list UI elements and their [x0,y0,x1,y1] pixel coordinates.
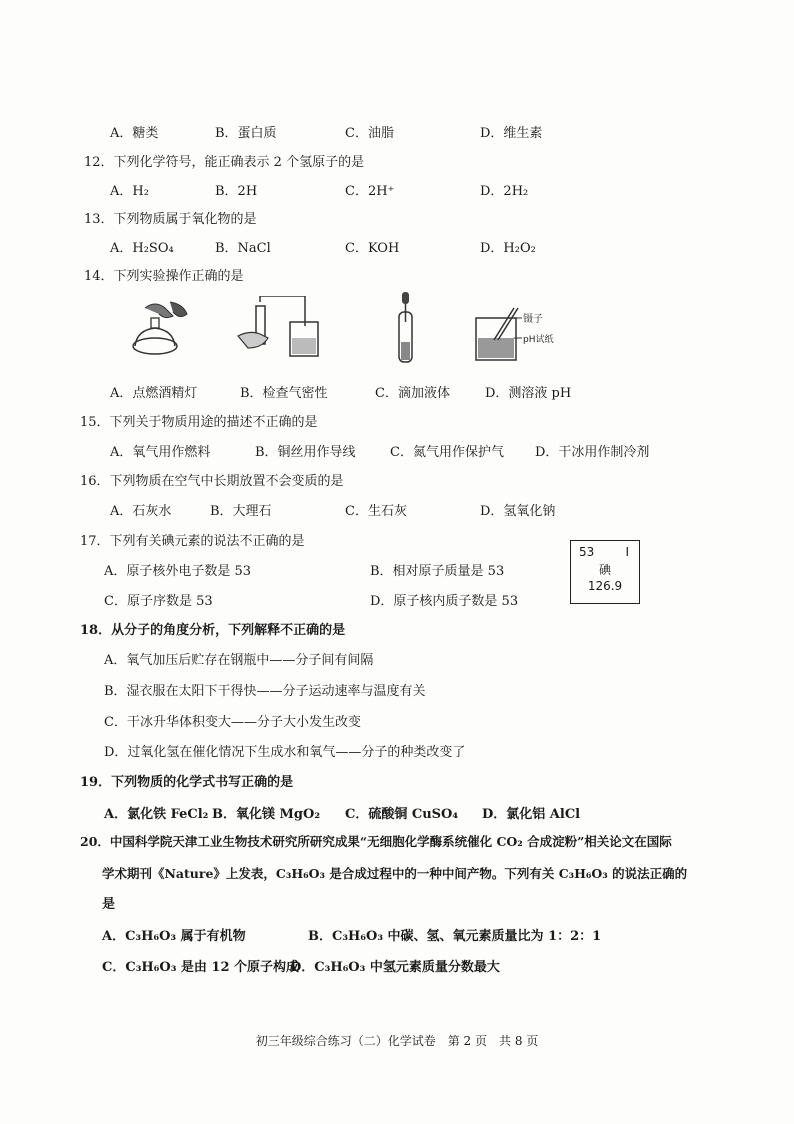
q20-stem-line2: 学术期刊《Nature》上发表，C₃H₆O₃ 是合成过程中的一种中间产物。下列有关 C₃H₆O₃ 的说法正确的 [102,866,688,881]
q20-option-b: B．C₃H₆O₃ 中碳、氢、氧元素质量比为 1：2：1 [308,929,602,944]
q12-option-c: C．2H⁺ [345,184,395,199]
page-footer: 初三年级综合练习（二）化学试卷 第 2 页 共 8 页 [255,1034,539,1048]
q18-option-d: D．过氧化氢在催化情况下生成水和氧气——分子的种类改变了 [104,745,466,760]
q13-option-c: C．KOH [345,241,400,256]
q15-option-a: A．氧气用作燃料 [110,445,211,460]
q12-stem: 12．下列化学符号，能正确表示 2 个氢原子的是 [84,155,365,170]
element-symbol: I [625,545,629,559]
q11-option-c: C．油脂 [345,126,394,141]
q18-option-c: C．干冰升华体积变大——分子大小发生改变 [104,715,361,730]
q18-stem: 18．从分子的角度分析，下列解释不正确的是 [80,623,346,638]
q15-option-d: D．干冰用作制冷剂 [535,445,650,460]
q17-option-a: A．原子核外电子数是 53 [104,564,252,579]
ph-test-figure [470,300,590,366]
q16-stem: 16．下列物质在空气中长期放置不会变质的是 [80,474,344,489]
q19-option-d: D．氯化铝 AlCl [482,807,581,822]
q16-option-d: D．氢氧化钠 [480,504,556,519]
q13-option-d: D．H₂O₂ [480,241,536,256]
ph-paper-label: pH试纸 [523,335,554,345]
q16-option-c: C．生石灰 [345,504,407,519]
q12-option-d: D．2H₂ [480,184,529,199]
q16-option-b: B．大理石 [210,504,272,519]
dropper-figure [392,292,420,368]
q19-stem: 19．下列物质的化学式书写正确的是 [80,775,294,790]
q17-option-d: D．原子核内质子数是 53 [370,594,519,609]
q11-option-d: D．维生素 [480,126,543,141]
q18-option-b: B．湿衣服在太阳下干得快——分子运动速率与温度有关 [104,684,426,699]
q13-option-a: A．H₂SO₄ [110,241,174,256]
q12-option-b: B．2H [215,184,258,199]
q17-stem: 17．下列有关碘元素的说法不正确的是 [80,534,305,549]
q20-option-a: A．C₃H₆O₃ 属于有机物 [102,929,246,944]
element-name: 碘 [598,563,611,577]
tweezers-label: 镊子 [523,314,543,325]
q13-option-b: B．NaCl [215,241,271,256]
airtightness-check-figure [230,296,325,362]
q18-option-a: A．氧气加压后贮存在钢瓶中——分子间有间隔 [104,653,374,668]
q20-stem-line1: 20．中国科学院天津工业生物技术研究所研究成果“无细胞化学酶系统催化 CO₂ 合成淀粉”相关论文在国际 [80,834,672,849]
q17-option-c: C．原子序数是 53 [104,594,213,609]
q14-option-a: A．点燃酒精灯 [110,386,198,401]
q19-option-c: C．硫酸铜 CuSO₄ [345,807,459,822]
q19-option-a: A．氯化铁 FeCl₂ [104,807,209,822]
atomic-mass: 126.9 [587,579,623,593]
q12-option-a: A．H₂ [110,184,149,199]
q17-option-b: B．相对原子质量是 53 [370,564,505,579]
q14-stem: 14．下列实验操作正确的是 [84,269,244,284]
q20-option-d: D．C₃H₆O₃ 中氢元素质量分数最大 [290,960,500,975]
q13-stem: 13．下列物质属于氧化物的是 [84,212,257,227]
q15-stem: 15．下列关于物质用途的描述不正确的是 [80,415,318,430]
q19-option-b: B．氧化镁 MgO₂ [212,807,321,822]
q14-option-b: B．检查气密性 [240,386,328,401]
atomic-number: 53 [579,545,595,559]
alcohol-lamp-figure [125,298,200,360]
q14-option-d: D．测溶液 pH [485,386,572,401]
q15-option-b: B．铜丝用作导线 [255,445,356,460]
q16-option-a: A．石灰水 [110,504,172,519]
q20-stem-line3: 是 [102,897,116,912]
iodine-element-card [570,540,640,604]
q11-option-a: A．糖类 [110,126,159,141]
q11-option-b: B．蛋白质 [215,126,277,141]
q20-option-c: C．C₃H₆O₃ 是由 12 个原子构成 [102,960,300,975]
q14-option-c: C．滴加液体 [375,386,450,401]
q15-option-c: C．氮气用作保护气 [390,445,504,460]
